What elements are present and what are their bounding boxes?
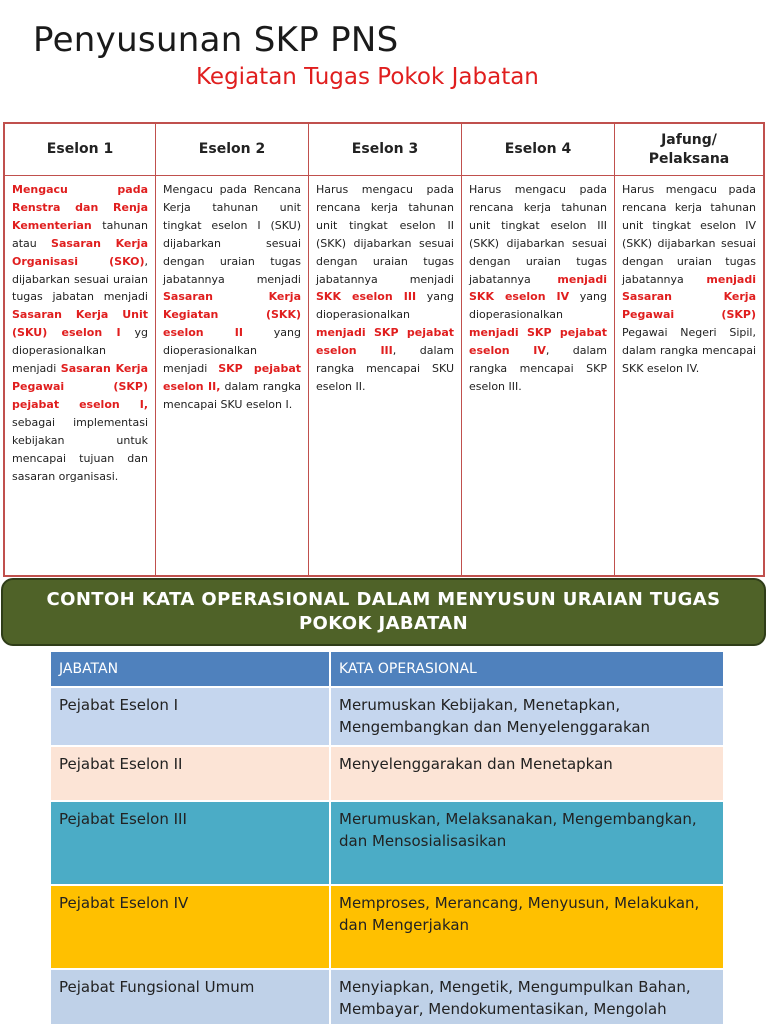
column-description — [462, 176, 614, 396]
body-text: dalam rangka mencapai SKU eselon I. — [163, 379, 301, 411]
highlighted-text: Sasaran Kerja Pegawai (SKP) pejabat eselon I, — [12, 362, 148, 411]
column-description — [615, 176, 763, 378]
table-row — [51, 970, 723, 1024]
body-text: Harus mengacu pada rencana kerja tahunan unit tingkat eselon IV (SKK) dijabarkan sesuai dengan uraian tugas jabatannya — [622, 183, 756, 286]
highlighted-text: Mengacu pada Renstra dan Renja Kementerian — [12, 183, 148, 232]
section-banner: CONTOH KATA OPERASIONAL DALAM MENYUSUN URAIAN TUGAS POKOK JABATAN — [1, 578, 766, 646]
jabatan-cell: Pejabat Eselon IV — [51, 886, 331, 968]
table-row — [51, 886, 723, 970]
kata-cell: Memproses, Merancang, Menyusun, Melakukan, dan Mengerjakan — [331, 886, 723, 968]
kata-cell: Merumuskan, Melaksanakan, Mengembangkan, dan Mensosialisasikan — [331, 802, 723, 884]
body-text: yang dioperasionalkan menjadi — [163, 326, 301, 376]
table-row — [51, 688, 723, 747]
column-header: Eselon 1 — [5, 124, 155, 176]
body-text: sebagai implementasi kebijakan untuk mencapai tujuan dan sasaran organisasi. — [12, 415, 148, 483]
kata-cell: Merumuskan Kebijakan, Menetapkan, Mengembangkan dan Menyelenggarakan — [331, 688, 723, 745]
body-text: Harus mengacu pada rencana kerja tahunan unit tingkat eselon II (SKK) dijabarkan sesuai dengan uraian tugas jabatannya menjadi — [316, 183, 454, 286]
highlighted-text: menjadi SKK eselon IV — [469, 272, 607, 304]
eselon-column — [462, 124, 615, 575]
body-text: , dalam rangka mencapai SKP eselon III. — [469, 344, 608, 393]
column-description — [156, 176, 308, 414]
eselon-column — [615, 124, 763, 575]
highlighted-text: menjadi SKP pejabat eselon III — [316, 326, 454, 358]
jabatan-cell: Pejabat Eselon I — [51, 688, 331, 745]
column-description — [309, 176, 461, 396]
body-text: yg dioperasionalkan menjadi — [12, 326, 148, 376]
highlighted-text: Sasaran Kerja Unit (SKU) eselon I — [12, 308, 148, 340]
column-header: Eselon 3 — [309, 124, 461, 176]
highlighted-text: SKK eselon III — [316, 290, 417, 304]
header-cell-jabatan: JABATAN — [51, 652, 331, 686]
jabatan-cell: Pejabat Eselon II — [51, 747, 331, 800]
body-text: yang dioperasionalkan — [316, 290, 454, 322]
highlighted-text: Sasaran Kerja Organisasi (SKO) — [12, 236, 148, 268]
page-subtitle: Kegiatan Tugas Pokok Jabatan — [196, 64, 539, 90]
column-description — [5, 176, 155, 485]
body-text: Harus mengacu pada rencana kerja tahunan unit tingkat eselon III (SKK) dijabarkan sesuai dengan uraian tugas jabatannya — [469, 183, 607, 286]
table-row — [51, 747, 723, 802]
body-text: , dijabarkan sesuai uraian tugas jabatan menjadi — [12, 254, 148, 304]
kata-cell: Menyiapkan, Mengetik, Mengumpulkan Bahan, Membayar, Mendokumentasikan, Mengolah — [331, 970, 723, 1024]
body-text: Mengacu pada Rencana Kerja tahunan unit tingkat eselon I (SKU) dijabarkan sesuai dengan uraian tugas jabatannya menjadi — [163, 183, 301, 286]
column-header: Eselon 2 — [156, 124, 308, 176]
eselon-table — [3, 122, 765, 577]
highlighted-text: menjadi Sasaran Kerja Pegawai (SKP) — [622, 272, 756, 322]
jabatan-cell: Pejabat Eselon III — [51, 802, 331, 884]
highlighted-text: Sasaran Kerja Kegiatan (SKK) eselon II — [163, 290, 301, 340]
table-header-row — [51, 652, 723, 688]
highlighted-text: menjadi SKP pejabat eselon IV — [469, 326, 607, 358]
body-text: tahunan atau — [12, 218, 148, 250]
header-cell-kata: KATA OPERASIONAL — [331, 652, 723, 686]
table-row — [51, 802, 723, 886]
eselon-column — [5, 124, 156, 575]
body-text: Pegawai Negeri Sipil, dalam rangka mencapai SKK eselon IV. — [622, 326, 756, 376]
body-text: yang dioperasionalkan — [469, 290, 607, 322]
page-title: Penyusunan SKP PNS — [33, 20, 399, 60]
kata-cell: Menyelenggarakan dan Menetapkan — [331, 747, 723, 800]
column-header: Jafung/ Pelaksana — [615, 124, 763, 176]
kata-operasional-table — [51, 652, 723, 1024]
jabatan-cell: Pejabat Fungsional Umum — [51, 970, 331, 1024]
column-header: Eselon 4 — [462, 124, 614, 176]
eselon-column — [309, 124, 462, 575]
body-text: , dalam rangka mencapai SKU eselon II. — [316, 344, 454, 393]
highlighted-text: SKP pejabat eselon II, — [163, 362, 301, 393]
eselon-column — [156, 124, 309, 575]
